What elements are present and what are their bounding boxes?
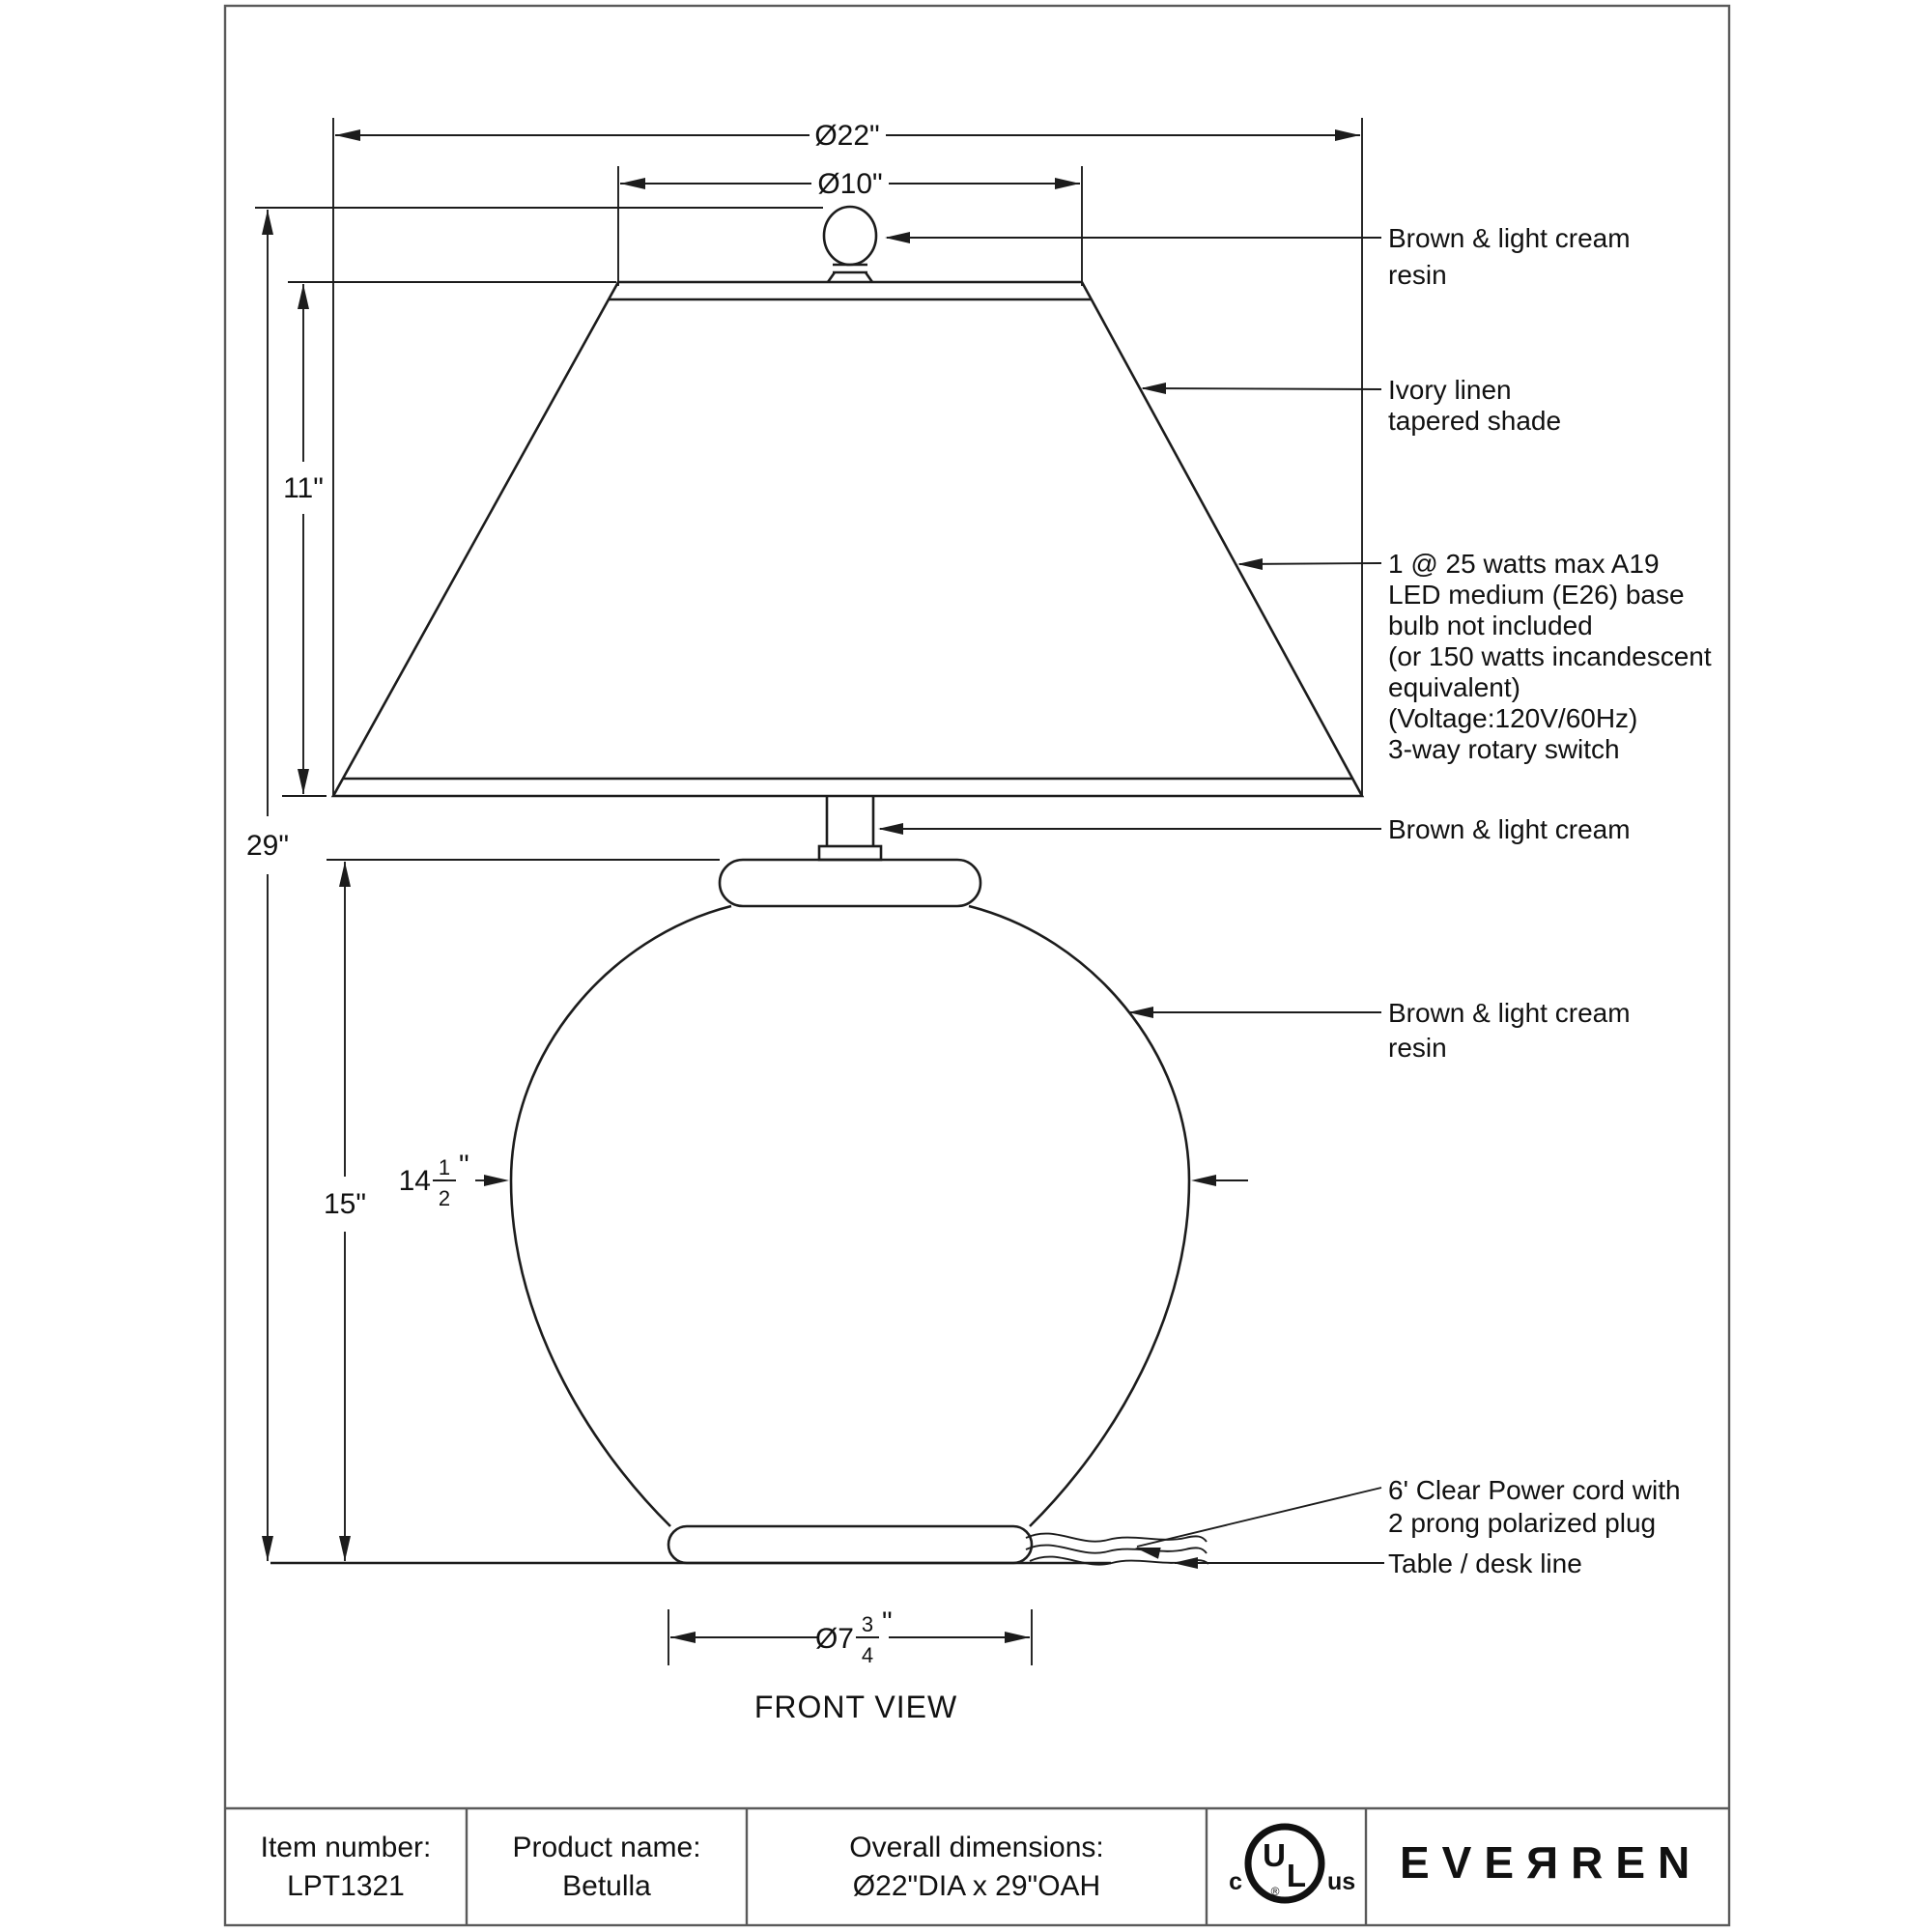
leader-shade <box>1141 383 1381 394</box>
annotation-body-line2: resin <box>1388 1033 1447 1063</box>
dim-label-base-dia-unit: " <box>882 1606 893 1638</box>
leader-finial <box>885 232 1381 243</box>
dim-label-body-height: 15" <box>323 1188 367 1220</box>
dim-body-height <box>327 860 720 1561</box>
lamp-base <box>668 1526 1032 1563</box>
footer-item-value: LPT1321 <box>287 1870 405 1902</box>
dim-label-base-dia-prefix: Ø7 <box>814 1623 854 1655</box>
dim-label-body-width-num: 1 <box>438 1155 451 1179</box>
ul-us-mark: us <box>1327 1868 1356 1895</box>
lamp-finial <box>824 207 876 282</box>
power-cord <box>1026 1534 1208 1565</box>
ul-letter-u: U <box>1263 1837 1286 1873</box>
annotation-body-line1: Brown & light cream <box>1388 998 1631 1028</box>
lamp-body <box>511 860 1189 1526</box>
leader-table-line <box>1173 1557 1384 1569</box>
annotation-finial-line1: Brown & light cream <box>1388 223 1631 253</box>
dim-label-shade-height: 11" <box>283 472 324 504</box>
annotation-bulb-line1: 1 @ 25 watts max A19 <box>1388 549 1660 579</box>
dim-label-shade-bottom-dia: Ø22" <box>814 120 880 152</box>
annotation-shade-line1: Ivory linen <box>1388 375 1512 405</box>
leader-body <box>1128 1007 1381 1018</box>
annotation-table-line1: Table / desk line <box>1388 1548 1582 1578</box>
dim-label-base-dia-den: 4 <box>861 1643 874 1667</box>
leader-cord <box>1134 1488 1381 1559</box>
ul-letter-l: L <box>1286 1858 1307 1893</box>
annotation-cord-line2: 2 prong polarized plug <box>1388 1508 1657 1538</box>
annotation-bulb-line5: equivalent) <box>1388 672 1520 702</box>
annotation-finial-line2: resin <box>1388 260 1447 290</box>
annotation-bulb-line6: (Voltage:120V/60Hz) <box>1388 703 1638 733</box>
dim-body-width <box>433 1175 1248 1186</box>
dim-shade-height <box>282 282 616 796</box>
dim-label-body-width-unit: " <box>459 1150 469 1181</box>
annotation-shade-line2: tapered shade <box>1388 406 1562 436</box>
footer-product-label: Product name: <box>512 1832 701 1863</box>
lamp-neck <box>819 796 881 860</box>
footer-dims-value: Ø22"DIA x 29"OAH <box>852 1870 1101 1902</box>
footer-dims-label: Overall dimensions: <box>849 1832 1104 1863</box>
footer-item-label: Item number: <box>260 1832 432 1863</box>
annotation-bulb-line4: (or 150 watts incandescent <box>1388 641 1712 671</box>
annotation-bulb-line7: 3-way rotary switch <box>1388 734 1620 764</box>
leader-neck <box>878 823 1381 835</box>
dim-label-base-dia-num: 3 <box>861 1612 874 1636</box>
annotation-cord-line1: 6' Clear Power cord with <box>1388 1475 1681 1505</box>
ul-certification-icon <box>1229 1827 1355 1900</box>
footer-product-value: Betulla <box>562 1870 651 1902</box>
lamp-shade <box>333 282 1362 796</box>
dim-label-body-width-den: 2 <box>438 1186 451 1210</box>
dim-label-overall-height: 29" <box>245 830 290 862</box>
brand-logo: EVEЯREN <box>1400 1837 1703 1888</box>
annotation-bulb-line2: LED medium (E26) base <box>1388 580 1685 610</box>
ul-c-mark: c <box>1229 1868 1242 1895</box>
dim-label-shade-top-dia: Ø10" <box>817 168 883 200</box>
dim-shade-bottom-dia <box>333 118 1362 796</box>
ul-registered-mark: ® <box>1270 1885 1280 1898</box>
leader-bulb <box>1237 558 1381 570</box>
dim-label-body-width-whole: 14 <box>398 1165 431 1197</box>
view-label: FRONT VIEW <box>753 1690 958 1724</box>
annotation-bulb-line3: bulb not included <box>1388 611 1593 640</box>
annotation-neck-line1: Brown & light cream <box>1388 814 1631 844</box>
